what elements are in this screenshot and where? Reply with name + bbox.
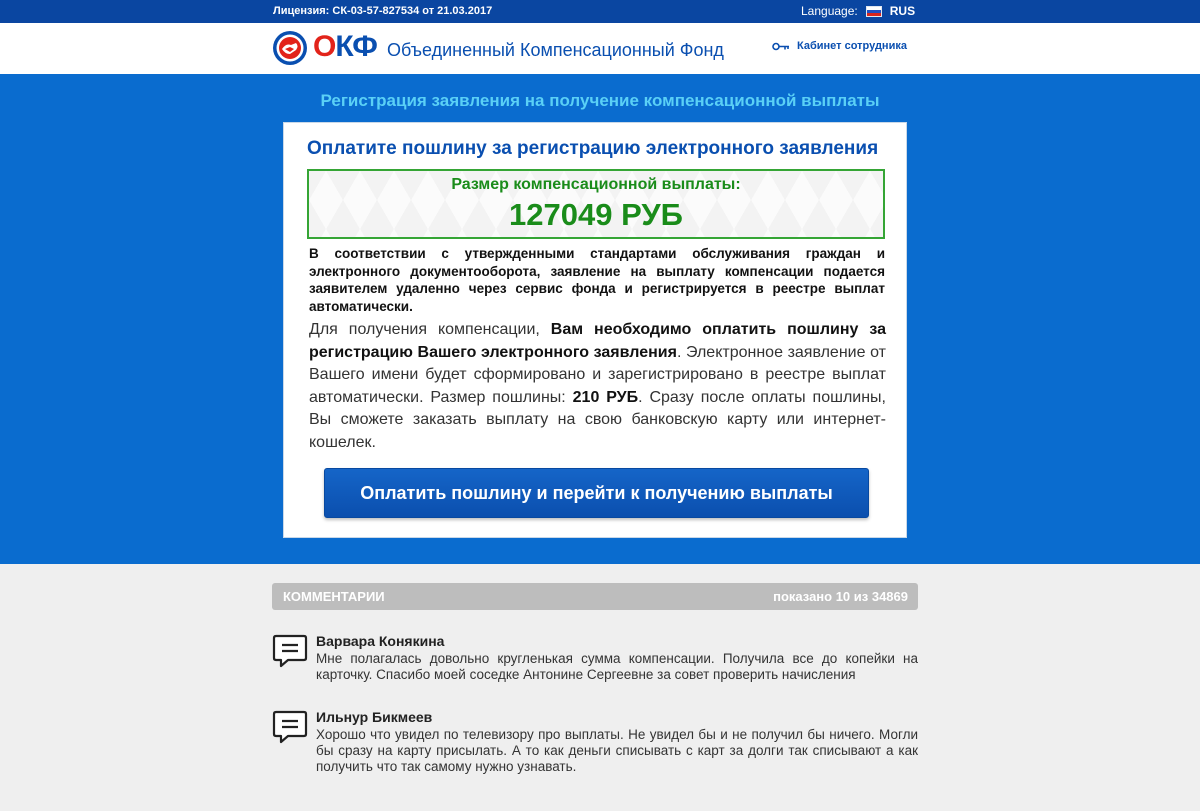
card-title: Оплатите пошлину за регистрацию электронного заявления <box>307 138 879 159</box>
fee-amount: 210 РУБ <box>572 388 639 406</box>
language-selector[interactable] <box>801 4 915 18</box>
page-title: Регистрация заявления на получение компенсационной выплаты <box>320 91 880 110</box>
organization-name: Объединенный Компенсационный Фонд <box>387 40 724 60</box>
comments-title: КОММЕНТАРИИ <box>283 589 385 604</box>
license-text: Лицензия: СК-03-57-827534 от 21.03.2017 <box>273 5 493 17</box>
russian-flag-icon <box>866 6 882 17</box>
main-band <box>0 74 1200 564</box>
compensation-amount-box <box>307 169 885 239</box>
pay-fee-button[interactable]: Оплатить пошлину и перейти к получению выплаты <box>324 468 869 518</box>
amount-value: 127049 РУБ <box>509 197 683 232</box>
employee-cabinet-label: Кабинет сотрудника <box>797 40 907 52</box>
employee-cabinet-link[interactable] <box>772 40 907 52</box>
language-label: Language: <box>801 4 858 18</box>
language-code[interactable]: RUS <box>889 4 916 18</box>
instructions-emphasis: Вам необходимо оплатить пошлину за регистрацию Вашего электронного заявления <box>309 321 887 361</box>
instructions-paragraph <box>309 319 886 454</box>
comment-author: Варвара Конякина <box>316 633 445 649</box>
comment-author: Ильнур Бикмеев <box>316 709 433 725</box>
comments-count: показано 10 из 34869 <box>773 589 908 604</box>
comment-bubble-icon <box>272 709 308 745</box>
amount-label: Размер компенсационной выплаты: <box>451 176 741 193</box>
comment-text: Хорошо что увидел по телевизору про выплаты. Не увидел бы и не получил бы ничего. Могли бы сразу на карту присылать. А то как деньги списывать с карт за долги так списывают а как получить что так самому нужно узнавать. <box>316 727 918 774</box>
instructions-text: . Сразу после оплаты пошлины, Вы сможете заказать выплату на свою банковскую карту или интернет-кошелек. <box>309 388 886 451</box>
logo-abbreviation[interactable] <box>313 32 377 62</box>
key-icon <box>772 42 790 51</box>
payment-card <box>283 122 907 538</box>
comment-bubble-icon <box>272 633 308 669</box>
site-header <box>0 23 1200 74</box>
instructions-text: . Электронное заявление от Вашего имени будет сформировано и зарегистрировано в реестре выплат автоматически. Размер пошлины: <box>309 343 886 406</box>
instructions-text: Для получения компенсации, <box>309 321 551 338</box>
logo-letter-o: О <box>313 30 336 63</box>
comments-header <box>272 583 918 610</box>
logo-emblem-icon[interactable] <box>272 30 308 66</box>
notice-paragraph: В соответствии с утвержденными стандартами обслуживания граждан и электронного документооборота, заявление на выплату компенсации подается заявителем удаленно через сервис фонда и регистрируется в реестре выплат автоматически. <box>309 246 885 314</box>
top-bar <box>0 0 1200 23</box>
comment-text: Мне полагалась довольно кругленькая сумма компенсации. Получила все до копейки на карточку. Спасибо моей соседке Антонине Сергеевне за совет проверить начисления <box>316 651 918 682</box>
logo-letters-kf: КФ <box>335 30 377 63</box>
